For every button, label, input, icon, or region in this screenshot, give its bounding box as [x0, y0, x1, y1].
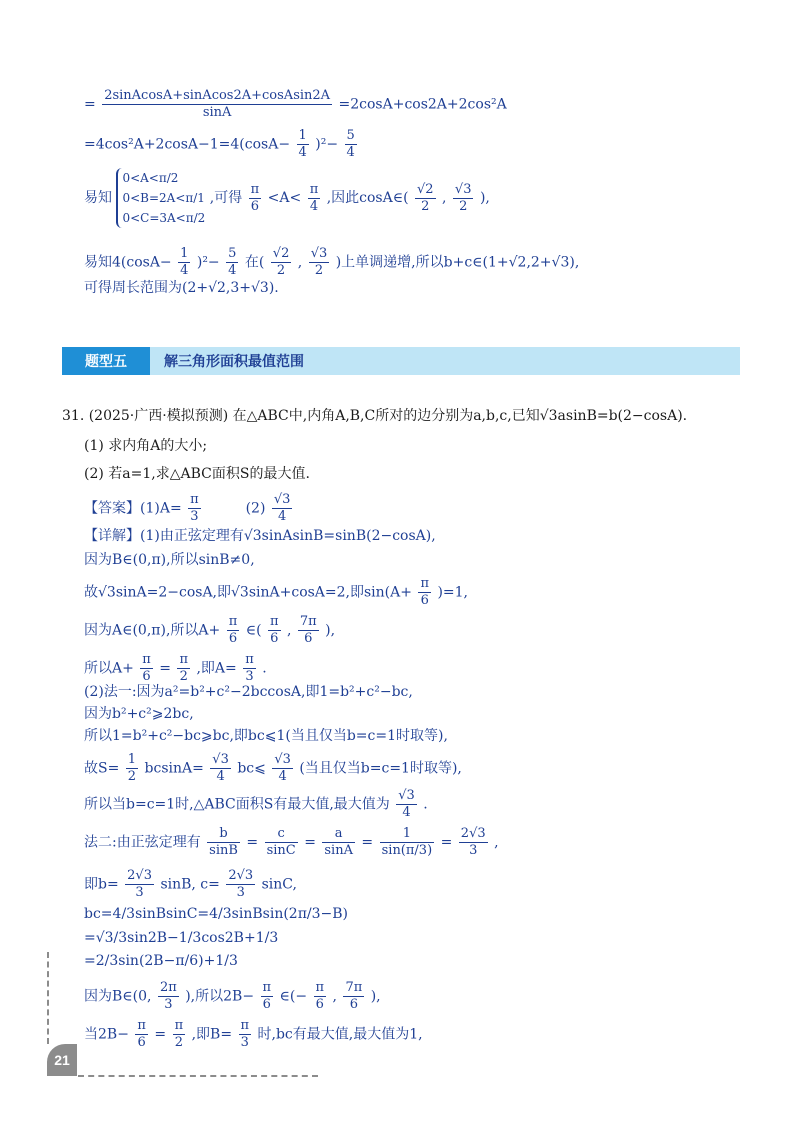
- fraction: [265, 826, 298, 859]
- fraction: [158, 980, 179, 1013]
- denominator: 6: [137, 1035, 146, 1050]
- fraction: [380, 826, 435, 859]
- eq-line-2: [84, 128, 359, 161]
- solution-line-1: [84, 526, 436, 546]
- text: <A<: [267, 190, 302, 206]
- text: 当2B−: [84, 1026, 129, 1043]
- fraction: [459, 826, 488, 859]
- numerator: 1: [380, 826, 435, 843]
- text: )上单调递增,所以b+c∈(1+√2,2+√3),: [335, 254, 580, 271]
- numerator: π: [142, 652, 151, 667]
- denominator: 4: [278, 509, 287, 524]
- denominator: 3: [164, 997, 173, 1012]
- solution-line-8: 所以1=b²+c²−bc⩾bc,即bc⩽1(当且仅当b=c=1时取等),: [84, 728, 448, 744]
- fraction: [178, 246, 190, 279]
- denominator: 4: [228, 263, 237, 278]
- text: 易知: [84, 190, 112, 206]
- fraction: [309, 246, 330, 279]
- numerator: π: [179, 652, 189, 667]
- numerator: 1: [298, 128, 307, 143]
- text: ∈(−: [279, 988, 308, 1005]
- text: (2): [245, 500, 266, 517]
- text: =: [304, 834, 316, 851]
- eq-line-4: [84, 246, 579, 279]
- dashed-border-vertical: [47, 952, 49, 1044]
- solution-line-13: bc=4/3sinBsinC=4/3sinBsin(2π/3−B): [84, 906, 349, 922]
- denominator: 6: [420, 593, 429, 608]
- text: ),: [479, 190, 490, 206]
- answer-label: 【答案】: [84, 500, 140, 517]
- text: 所以A+: [84, 660, 134, 677]
- solution-line-4: [84, 614, 335, 647]
- fraction: [418, 576, 431, 609]
- text: 因为B∈(0,: [84, 988, 152, 1005]
- numerator: π: [420, 576, 429, 591]
- eq-line-5: 可得周长范围为(2+√2,3+√3).: [84, 280, 279, 296]
- eq-line-1: [84, 88, 507, 121]
- text: .: [262, 660, 267, 677]
- system-of-inequalities: [116, 168, 205, 228]
- text: =: [361, 834, 374, 851]
- fraction: [415, 182, 436, 215]
- text: ,: [332, 988, 337, 1005]
- problem-q2: (2) 若a=1,求△ABC面积S的最大值.: [84, 466, 310, 482]
- numerator: π: [315, 980, 325, 995]
- solution-line-6: (2)法一:因为a²=b²+c²−2bccosA,即1=b²+c²−bc,: [84, 684, 413, 700]
- fraction: [126, 752, 138, 785]
- text: 故√3sinA=2−cosA,即√3sinA+cosA=2,即sin(A+: [84, 584, 412, 601]
- numerator: π: [262, 980, 272, 995]
- numerator: π: [309, 181, 319, 197]
- numerator: π: [137, 1018, 146, 1033]
- denominator: 4: [216, 769, 225, 784]
- fraction: [308, 182, 321, 215]
- text: ,可得: [209, 190, 243, 206]
- eq-line-3: [84, 165, 490, 231]
- denominator: 4: [278, 769, 287, 784]
- fraction: [268, 614, 281, 647]
- text: 因为A∈(0,π),所以A+: [84, 622, 221, 639]
- solution-line-5: [84, 652, 267, 685]
- fraction: [177, 652, 190, 685]
- numerator: 5: [346, 128, 355, 143]
- text: ,即B=: [191, 1026, 233, 1043]
- fraction: [227, 614, 240, 647]
- denominator: 6: [304, 631, 313, 646]
- fraction: [226, 246, 238, 279]
- fraction: [135, 1018, 148, 1051]
- answer-line: [84, 492, 294, 525]
- denominator: sinC: [266, 843, 296, 858]
- page-number: 21: [47, 1044, 77, 1076]
- numerator: 7π: [299, 614, 317, 629]
- text: =: [246, 834, 259, 851]
- text: )²−: [315, 136, 339, 153]
- text: =2cosA+cos2A+2cos²A: [338, 96, 507, 113]
- denominator: 3: [469, 843, 478, 858]
- fraction: [298, 614, 319, 647]
- text: (1)由正弦定理有√3sinAsinB=sinB(2−cosA),: [140, 528, 436, 544]
- problem-q1: (1) 求内角A的大小;: [84, 438, 208, 454]
- text: sinC,: [261, 876, 297, 893]
- numerator: π: [240, 1018, 250, 1033]
- case: 0<B=2A<π/1: [122, 191, 205, 205]
- section-header: [62, 347, 740, 375]
- fraction: [345, 128, 357, 161]
- solution-line-14: =√3/3sin2B−1/3cos2B+1/3: [84, 930, 279, 946]
- text: (当且仅当b=c=1时取等),: [299, 760, 462, 777]
- text: 故S=: [84, 760, 120, 777]
- fraction: [102, 88, 332, 121]
- denominator: 6: [142, 669, 151, 684]
- denominator: 3: [236, 885, 245, 900]
- text: ,: [297, 254, 303, 271]
- fraction: [297, 128, 309, 161]
- numerator: √3: [398, 788, 415, 803]
- solution-line-12: [84, 868, 297, 901]
- fraction: [188, 492, 201, 525]
- numerator: √3: [274, 752, 291, 767]
- text: 在(: [244, 254, 265, 271]
- numerator: 5: [228, 246, 237, 261]
- numerator: 2√3: [460, 826, 486, 841]
- solution-line-3: [84, 576, 468, 609]
- numerator: 1: [180, 246, 189, 261]
- numerator: b: [207, 826, 240, 843]
- text: ),: [370, 988, 381, 1005]
- fraction: [249, 182, 262, 215]
- text: ,: [286, 622, 292, 639]
- fraction: [226, 868, 255, 901]
- numerator: √2: [272, 246, 290, 261]
- text: )²−: [196, 254, 220, 271]
- solution-line-9: [84, 752, 462, 785]
- fraction: [173, 1018, 186, 1051]
- denominator: 2: [179, 669, 188, 684]
- numerator: √3: [273, 492, 291, 507]
- fraction: [271, 246, 292, 279]
- case: 0<C=3A<π/2: [122, 211, 206, 225]
- denominator: 4: [180, 263, 189, 278]
- text: =: [84, 96, 96, 113]
- fraction: [261, 980, 274, 1013]
- denominator: sinA: [202, 105, 232, 120]
- denominator: 6: [262, 997, 271, 1012]
- numerator: √3: [212, 752, 229, 767]
- denominator: 2: [314, 263, 324, 278]
- denominator: 2: [276, 263, 286, 278]
- numerator: 7π: [345, 980, 363, 995]
- solution-line-2: 因为B∈(0,π),所以sinB≠0,: [84, 552, 255, 568]
- fraction: [243, 652, 256, 685]
- text: 易知4(cosA−: [84, 254, 172, 271]
- denominator: 6: [270, 631, 279, 646]
- text: ,因此cosA∈(: [326, 190, 409, 206]
- text: =: [159, 660, 172, 677]
- numerator: 2π: [159, 980, 177, 995]
- denominator: 4: [309, 198, 319, 214]
- fraction: [314, 980, 327, 1013]
- denominator: 3: [240, 1035, 249, 1050]
- fraction: [453, 182, 474, 215]
- fraction: [125, 868, 154, 901]
- numerator: c: [265, 826, 298, 843]
- section-tag: 题型五: [62, 347, 150, 375]
- numerator: π: [269, 614, 279, 629]
- text: sinB, c=: [160, 876, 220, 893]
- numerator: π: [174, 1018, 184, 1033]
- numerator: 2sinAcosA+sinAcos2A+cosAsin2A: [104, 88, 331, 103]
- fraction: [207, 826, 240, 859]
- text: 法二:由正弦定理有: [84, 834, 201, 851]
- case: 0<A<π/2: [122, 171, 179, 185]
- fraction: [239, 1018, 252, 1051]
- fraction: [322, 826, 355, 859]
- fraction: [343, 980, 364, 1013]
- fraction: [272, 752, 293, 785]
- fraction: [272, 492, 293, 525]
- text: .: [423, 796, 428, 813]
- text: =: [154, 1026, 167, 1043]
- denominator: 3: [135, 885, 144, 900]
- numerator: a: [322, 826, 355, 843]
- text: )=1,: [437, 584, 468, 601]
- denominator: sinB: [209, 843, 238, 858]
- text: (1)A=: [140, 500, 182, 517]
- denominator: 6: [228, 631, 238, 646]
- text: =: [440, 834, 453, 851]
- denominator: 2: [421, 198, 430, 214]
- denominator: 4: [346, 145, 355, 160]
- numerator: π: [245, 652, 254, 667]
- denominator: 2: [127, 769, 137, 784]
- text: bcsinA=: [144, 760, 204, 777]
- denominator: 2: [459, 198, 468, 214]
- section-title: 解三角形面积最值范围: [164, 354, 304, 370]
- text: 所以当b=c=1时,△ABC面积S有最大值,最大值为: [84, 796, 390, 813]
- denominator: 4: [402, 805, 411, 820]
- text: =4cos²A+2cosA−1=4(cosA−: [84, 136, 291, 153]
- numerator: √3: [310, 246, 328, 261]
- numerator: 2√3: [127, 868, 152, 883]
- denominator: 6: [250, 198, 260, 214]
- denominator: 4: [298, 145, 307, 160]
- text: ,: [494, 834, 499, 851]
- numerator: π: [190, 492, 199, 507]
- fraction: [140, 652, 153, 685]
- denominator: 6: [315, 997, 324, 1012]
- numerator: 1: [127, 752, 137, 767]
- text: ,即A=: [196, 660, 237, 677]
- text: ∈(: [245, 622, 262, 639]
- text: ),: [325, 622, 336, 639]
- denominator: sin(π/3): [381, 843, 433, 858]
- solution-label: 【详解】: [84, 528, 140, 544]
- fraction: [210, 752, 231, 785]
- text: bc⩽: [237, 760, 266, 777]
- text: 时,bc有最大值,最大值为1,: [257, 1026, 423, 1043]
- numerator: π: [250, 181, 260, 197]
- solution-line-7: 因为b²+c²⩾2bc,: [84, 706, 194, 722]
- solution-line-15: =2/3sin(2B−π/6)+1/3: [84, 953, 238, 969]
- text: ),所以2B−: [185, 988, 255, 1005]
- text: 即b=: [84, 876, 119, 893]
- solution-line-10: [84, 788, 428, 821]
- denominator: 3: [190, 509, 199, 524]
- dashed-border-horizontal: [78, 1075, 318, 1077]
- numerator: √2: [417, 181, 434, 197]
- problem-stem: 31. (2025·广西·模拟预测) 在△ABC中,内角A,B,C所对的边分别为a,b,c,已知√3asinB=b(2−cosA).: [62, 408, 688, 424]
- numerator: π: [228, 614, 238, 629]
- solution-line-11: [84, 826, 499, 859]
- solution-line-16: [84, 980, 381, 1013]
- denominator: 3: [245, 669, 254, 684]
- text: ,: [442, 190, 447, 206]
- solution-line-17: [84, 1018, 423, 1051]
- numerator: √3: [454, 181, 472, 197]
- fraction: [396, 788, 417, 821]
- numerator: 2√3: [228, 868, 254, 883]
- denominator: sinA: [324, 843, 353, 858]
- denominator: 6: [349, 997, 358, 1012]
- denominator: 2: [174, 1035, 183, 1050]
